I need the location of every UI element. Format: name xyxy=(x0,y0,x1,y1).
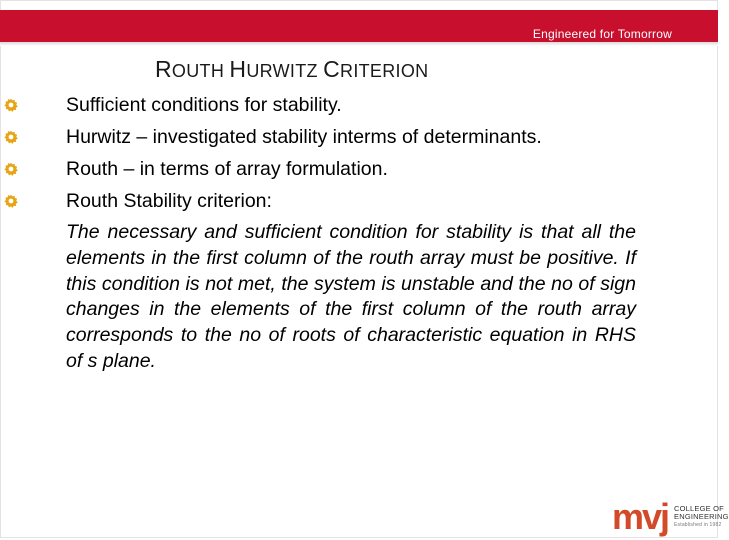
bullet-text: Hurwitz – investigated stability interms of determinants. xyxy=(66,126,542,148)
gear-icon xyxy=(4,98,18,112)
header-tagline: Engineered for Tomorrow xyxy=(532,27,672,41)
college-logo xyxy=(612,496,729,537)
criterion-paragraph: The necessary and sufficient condition for stability is that all the elements in the first column of the routh array must be positive. If this condition is not met, the system is unstable and the no of sign changes in the elements of the first column of the routh array corresponds to the no of roots of characteristic equation in RHS of s plane. xyxy=(66,221,636,372)
slide-title: ROUTH HURWITZ CRITERION xyxy=(155,56,429,82)
bullet-text: Routh – in terms of array formulation. xyxy=(66,158,388,180)
logo-subtitle: COLLEGE OF ENGINEERING Established in 1982 xyxy=(674,504,729,528)
bullet-text: Routh Stability criterion: xyxy=(66,190,272,212)
header-banner xyxy=(0,10,718,42)
gear-icon xyxy=(4,130,18,144)
header-shadow xyxy=(0,42,718,46)
gear-icon xyxy=(4,162,18,176)
logo-wordmark: mvj xyxy=(612,496,669,537)
gear-icon xyxy=(4,194,18,208)
bullet-text: Sufficient conditions for stability. xyxy=(66,94,342,116)
